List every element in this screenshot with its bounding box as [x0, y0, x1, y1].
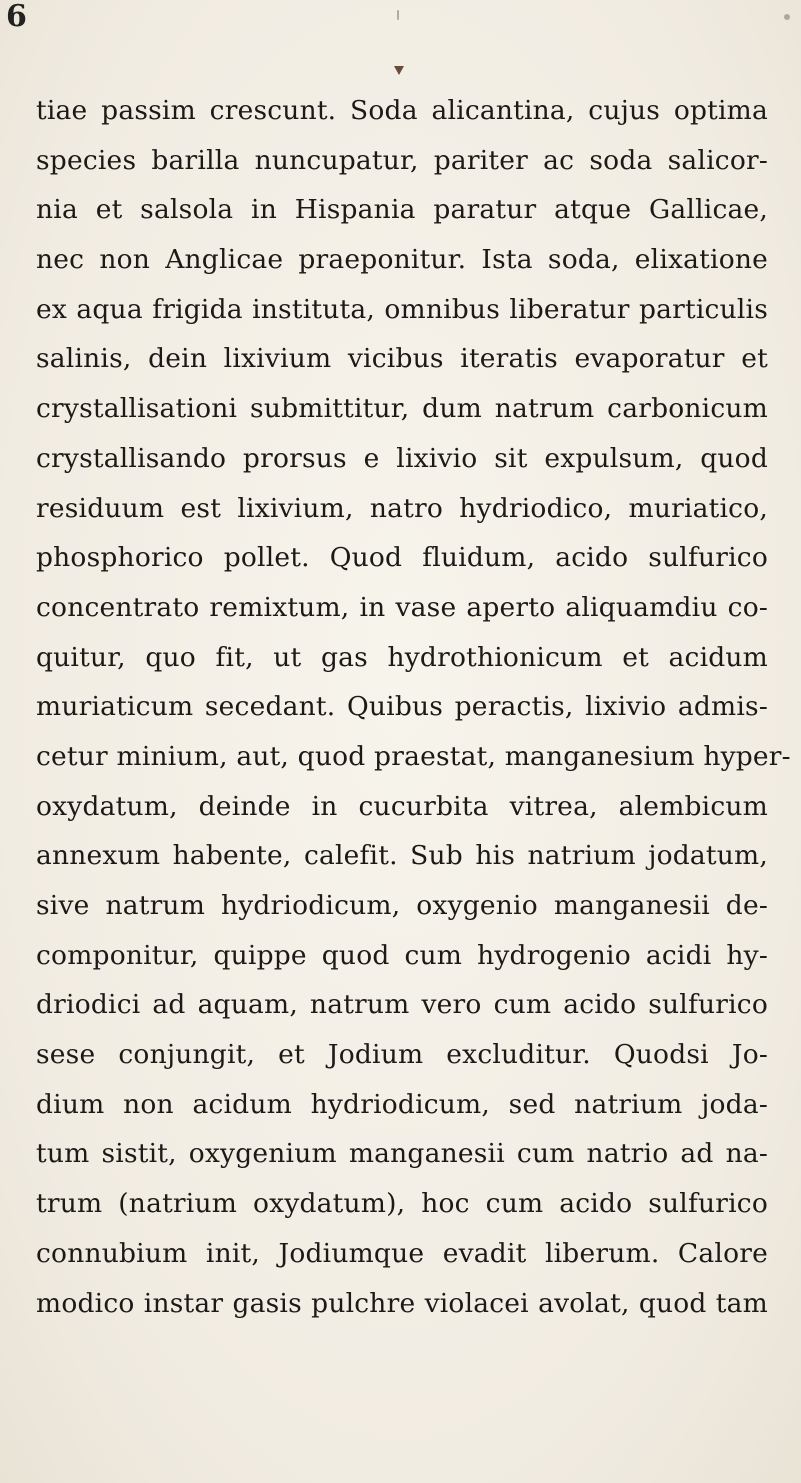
text-line: nia et salsola in Hispania paratur atque Gallicae, [36, 194, 768, 226]
text-line: quitur, quo fit, ut gas hydrothionicum et acidum [36, 641, 768, 673]
text-line: crystallisando prorsus e lixivio sit expulsum, quod [36, 442, 768, 474]
text-line: tiae passim crescunt. Soda alicantina, cujus optima [36, 95, 768, 126]
text-line: oxydatum, deinde in cucurbita vitrea, alembicum [36, 790, 768, 822]
text-line: trum (natrium oxydatum), hoc cum acido sulfurico [36, 1188, 768, 1220]
text-line: driodici ad aquam, natrum vero cum acido sulfurico [36, 989, 768, 1021]
text-line: residuum est lixivium, natro hydriodico, muriatico, [36, 492, 768, 524]
text-line: sese conjungit, et Jodium excluditur. Quodsi Jo- [36, 1039, 768, 1071]
text-line: sive natrum hydriodicum, oxygenio manganesii de- [36, 890, 768, 921]
text-line: ex aqua frigida instituta, omnibus liberatur particulis [36, 293, 768, 325]
body-text [36, 86, 791, 1328]
text-line: cetur minium, aut, quod praestat, manganesium hyper- [36, 740, 791, 772]
text-line: modico instar gasis pulchre violacei avolat, quod tam [36, 1287, 768, 1319]
text-line: nec non Anglicae praeponitur. Ista soda, elixatione [36, 244, 768, 276]
ink-speck [784, 14, 790, 20]
text-line: muriaticum secedant. Quibus peractis, lixivio admis- [36, 691, 768, 723]
page-number: 6 [6, 0, 27, 34]
text-line: concentrato remixtum, in vase aperto aliquamdiu co- [36, 591, 768, 623]
text-line: salinis, dein lixivium vicibus iteratis evaporatur et [36, 343, 768, 375]
text-line: tum sistit, oxygenium manganesii cum natrio ad na- [36, 1138, 768, 1170]
text-line: componitur, quippe quod cum hydrogenio acidi hy- [36, 939, 768, 971]
ink-speck [397, 10, 399, 20]
text-line: connubium init, Jodiumque evadit liberum. Calore [36, 1237, 768, 1269]
text-line: phosphorico pollet. Quod fluidum, acido sulfurico [36, 542, 768, 574]
text-line: annexum habente, calefit. Sub his natrium jodatum, [36, 840, 768, 872]
text-line: species barilla nuncupatur, pariter ac soda salicor- [36, 144, 768, 176]
text-line: dium non acidum hydriodicum, sed natrium joda- [36, 1088, 768, 1120]
ornament-mark [393, 64, 405, 76]
text-line: crystallisationi submittitur, dum natrum carbonicum [36, 393, 768, 425]
